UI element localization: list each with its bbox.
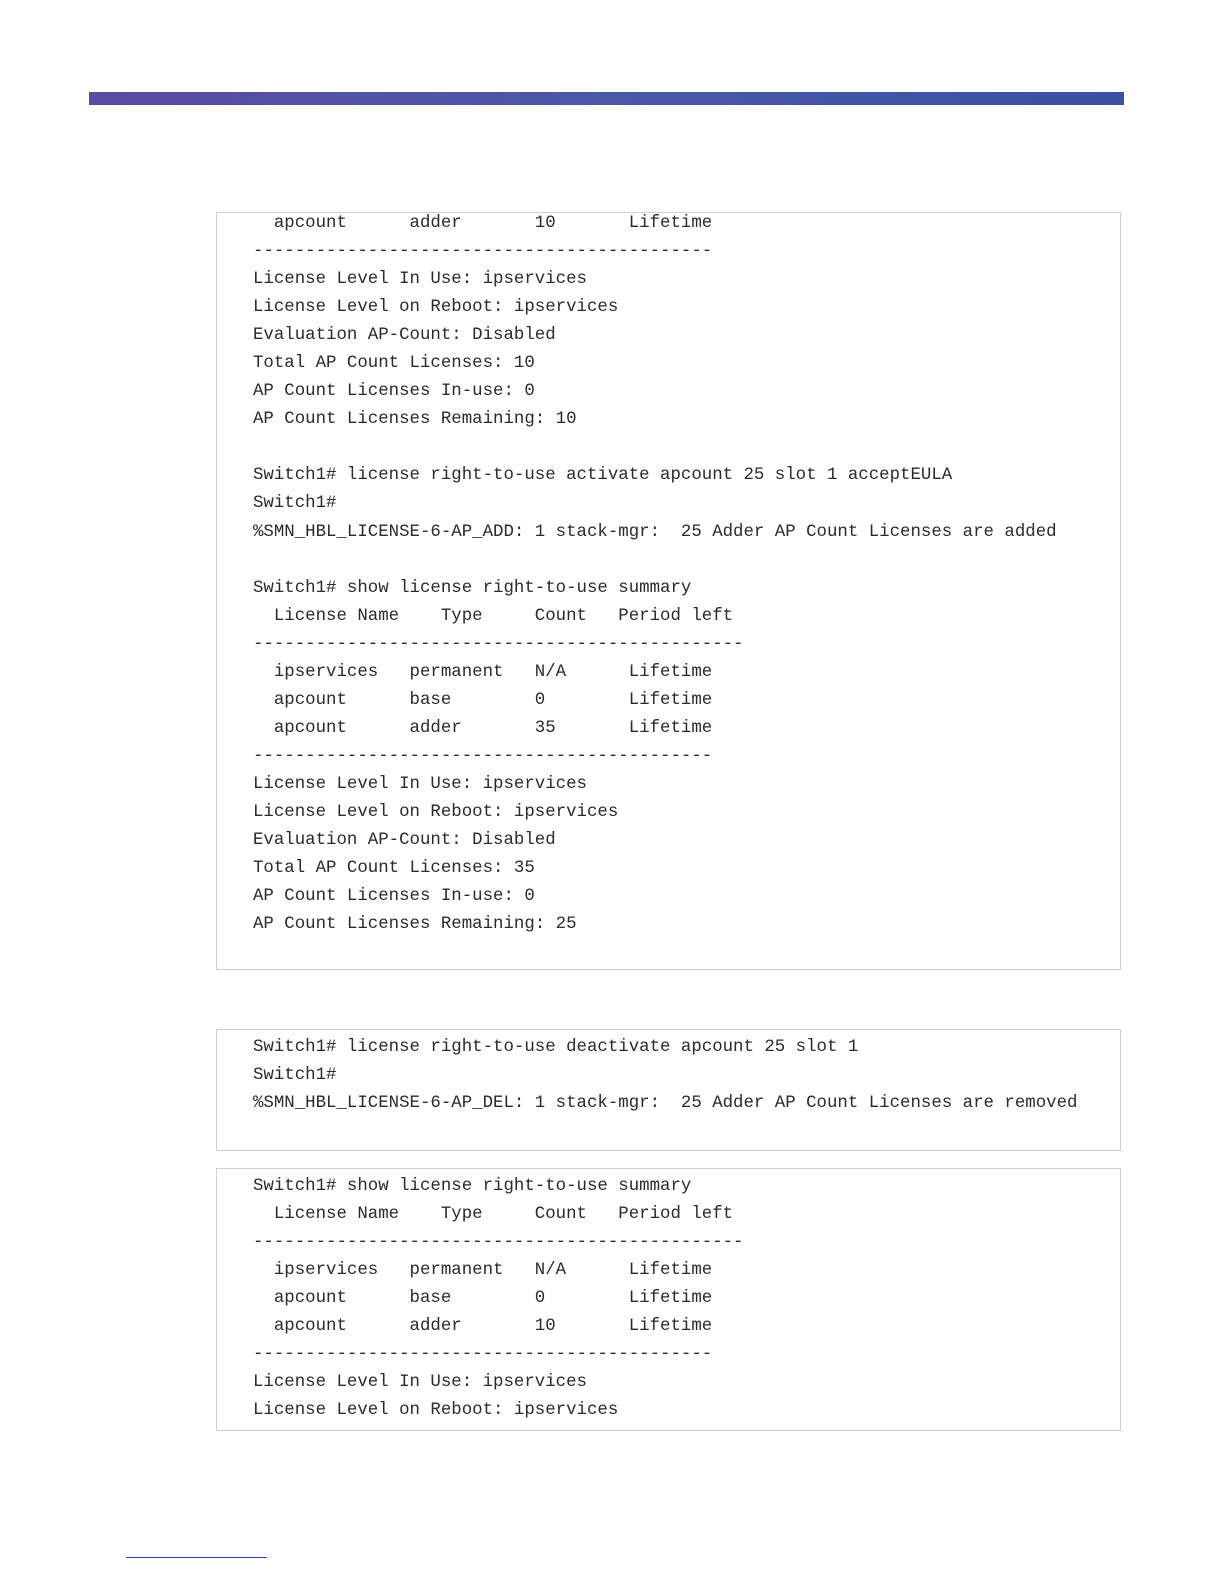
code-line: AP Count Licenses In-use: 0 <box>253 382 535 402</box>
code-line: -------------------------------------------- <box>253 746 713 766</box>
code-line: License Level on Reboot: ipservices <box>253 1401 619 1421</box>
header-bar <box>89 92 1124 105</box>
code-text <box>217 212 1120 939</box>
code-line: AP Count Licenses Remaining: 10 <box>253 410 577 430</box>
footer-rule <box>126 1557 267 1558</box>
code-line: ----------------------------------------------- <box>253 1233 744 1253</box>
code-line: Switch1# license right-to-use deactivate apcount 25 slot 1 <box>253 1038 859 1057</box>
code-line: apcount base 0 Lifetime <box>253 1289 713 1309</box>
code-line: Switch1# <box>253 494 337 514</box>
code-line: Evaluation AP-Count: Disabled <box>253 831 556 851</box>
code-line: License Level In Use: ipservices <box>253 270 587 290</box>
code-text <box>217 1030 1120 1118</box>
code-line: AP Count Licenses In-use: 0 <box>253 887 535 907</box>
code-text <box>217 1169 1120 1425</box>
code-line: apcount adder 10 Lifetime <box>253 1317 713 1337</box>
code-block-summary <box>216 1168 1121 1431</box>
code-line: License Level on Reboot: ipservices <box>253 802 619 822</box>
code-line: AP Count Licenses Remaining: 25 <box>253 915 577 935</box>
code-line: Switch1# show license right-to-use summary <box>253 1177 692 1196</box>
code-line: %SMN_HBL_LICENSE-6-AP_DEL: 1 stack-mgr: 25 Adder AP Count Licenses are removed <box>253 1094 1078 1114</box>
code-line: -------------------------------------------- <box>253 242 713 262</box>
code-line: License Name Type Count Period left <box>253 1205 734 1225</box>
code-block-activate <box>216 212 1121 970</box>
code-line: Total AP Count Licenses: 35 <box>253 859 535 879</box>
code-line: Switch1# <box>253 1066 337 1086</box>
code-line: Switch1# show license right-to-use summary <box>253 578 692 598</box>
code-line: License Level In Use: ipservices <box>253 1373 587 1393</box>
code-block-deactivate <box>216 1029 1121 1151</box>
code-line: ipservices permanent N/A Lifetime <box>253 1261 713 1281</box>
code-line: Evaluation AP-Count: Disabled <box>253 326 556 346</box>
code-line: Switch1# license right-to-use activate apcount 25 slot 1 acceptEULA <box>253 466 953 486</box>
code-line: License Level In Use: ipservices <box>253 774 587 794</box>
code-line: License Level on Reboot: ipservices <box>253 298 619 318</box>
code-line: %SMN_HBL_LICENSE-6-AP_ADD: 1 stack-mgr: 25 Adder AP Count Licenses are added <box>253 522 1057 542</box>
code-line: apcount base 0 Lifetime <box>253 690 713 710</box>
code-line: Total AP Count Licenses: 10 <box>253 354 535 374</box>
code-line: apcount adder 35 Lifetime <box>253 718 713 738</box>
code-line: ipservices permanent N/A Lifetime <box>253 662 713 682</box>
code-line: -------------------------------------------- <box>253 1345 713 1365</box>
code-line: ----------------------------------------------- <box>253 634 744 654</box>
code-line: apcount adder 10 Lifetime <box>253 214 713 233</box>
code-line: License Name Type Count Period left <box>253 606 734 626</box>
